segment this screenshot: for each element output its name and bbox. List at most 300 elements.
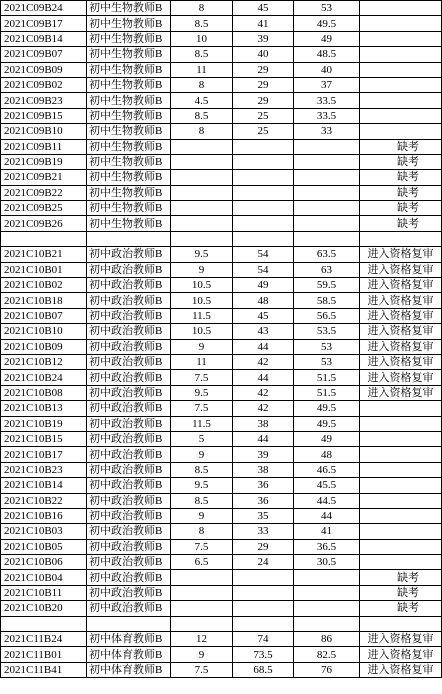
position-cell: 初中政治教师B	[87, 339, 171, 354]
interview-score-cell	[233, 201, 294, 216]
total-score-cell: 53	[294, 339, 360, 354]
score-table-body	[1, 1, 442, 678]
candidate-id-cell: 2021C09B23	[1, 93, 87, 108]
candidate-id-cell: 2021C10B23	[1, 462, 87, 477]
total-score-cell: 49.5	[294, 16, 360, 31]
remark-cell	[360, 77, 442, 92]
candidate-id-cell: 2021C10B20	[1, 601, 87, 616]
interview-score-cell: 48	[233, 293, 294, 308]
position-cell: 初中体育教师B	[87, 632, 171, 647]
position-cell: 初中政治教师B	[87, 416, 171, 431]
table-row	[1, 585, 442, 600]
written-score-cell: 8	[171, 524, 233, 539]
position-cell: 初中政治教师B	[87, 539, 171, 554]
position-cell: 初中政治教师B	[87, 493, 171, 508]
remark-cell	[360, 616, 442, 631]
table-row	[1, 185, 442, 200]
candidate-id-cell: 2021C10B14	[1, 478, 87, 493]
table-row	[1, 401, 442, 416]
written-score-cell: 11.5	[171, 308, 233, 323]
interview-score-cell: 38	[233, 416, 294, 431]
written-score-cell: 7.5	[171, 662, 233, 677]
remark-cell: 进入资格复审	[360, 247, 442, 262]
position-cell: 初中政治教师B	[87, 478, 171, 493]
total-score-cell	[294, 231, 360, 246]
written-score-cell	[171, 616, 233, 631]
remark-cell	[360, 478, 442, 493]
total-score-cell: 45.5	[294, 478, 360, 493]
interview-score-cell: 74	[233, 632, 294, 647]
table-row	[1, 77, 442, 92]
remark-cell: 进入资格复审	[360, 385, 442, 400]
position-cell: 初中生物教师B	[87, 77, 171, 92]
total-score-cell: 33	[294, 124, 360, 139]
total-score-cell: 30.5	[294, 555, 360, 570]
table-row	[1, 647, 442, 662]
total-score-cell: 49	[294, 431, 360, 446]
candidate-id-cell: 2021C10B10	[1, 324, 87, 339]
written-score-cell: 7.5	[171, 401, 233, 416]
candidate-id-cell: 2021C09B17	[1, 16, 87, 31]
interview-score-cell: 42	[233, 385, 294, 400]
remark-cell	[360, 47, 442, 62]
interview-score-cell: 41	[233, 16, 294, 31]
position-cell: 初中生物教师B	[87, 185, 171, 200]
table-row	[1, 278, 442, 293]
candidate-id-cell: 2021C10B03	[1, 524, 87, 539]
table-row	[1, 62, 442, 77]
candidate-id-cell: 2021C10B24	[1, 370, 87, 385]
total-score-cell: 59.5	[294, 278, 360, 293]
candidate-id-cell: 2021C10B17	[1, 447, 87, 462]
interview-score-cell: 36	[233, 478, 294, 493]
position-cell: 初中政治教师B	[87, 570, 171, 585]
table-row	[1, 308, 442, 323]
total-score-cell	[294, 139, 360, 154]
written-score-cell: 4.5	[171, 93, 233, 108]
remark-cell: 缺考	[360, 154, 442, 169]
remark-cell	[360, 462, 442, 477]
remark-cell: 缺考	[360, 601, 442, 616]
interview-score-cell: 44	[233, 431, 294, 446]
written-score-cell	[171, 185, 233, 200]
interview-score-cell: 42	[233, 354, 294, 369]
candidate-id-cell: 2021C10B22	[1, 493, 87, 508]
written-score-cell	[171, 139, 233, 154]
total-score-cell: 37	[294, 77, 360, 92]
position-cell: 初中体育教师B	[87, 647, 171, 662]
candidate-id-cell: 2021C10B09	[1, 339, 87, 354]
remark-cell	[360, 62, 442, 77]
total-score-cell: 53.5	[294, 324, 360, 339]
total-score-cell: 44	[294, 508, 360, 523]
total-score-cell	[294, 185, 360, 200]
written-score-cell: 10.5	[171, 324, 233, 339]
written-score-cell: 9.5	[171, 385, 233, 400]
remark-cell: 进入资格复审	[360, 308, 442, 323]
written-score-cell: 11	[171, 62, 233, 77]
written-score-cell: 8	[171, 124, 233, 139]
remark-cell: 进入资格复审	[360, 354, 442, 369]
written-score-cell: 9.5	[171, 478, 233, 493]
table-row	[1, 293, 442, 308]
written-score-cell: 9	[171, 447, 233, 462]
remark-cell	[360, 1, 442, 16]
interview-score-cell	[233, 570, 294, 585]
remark-cell: 缺考	[360, 201, 442, 216]
written-score-cell: 10.5	[171, 293, 233, 308]
written-score-cell: 6.5	[171, 555, 233, 570]
position-cell: 初中政治教师B	[87, 385, 171, 400]
table-row	[1, 170, 442, 185]
remark-cell: 进入资格复审	[360, 647, 442, 662]
candidate-id-cell: 2021C10B21	[1, 247, 87, 262]
remark-cell: 进入资格复审	[360, 339, 442, 354]
written-score-cell: 8.5	[171, 47, 233, 62]
written-score-cell: 8.5	[171, 16, 233, 31]
position-cell: 初中生物教师B	[87, 201, 171, 216]
written-score-cell: 11	[171, 354, 233, 369]
candidate-id-cell: 2021C10B06	[1, 555, 87, 570]
table-row	[1, 354, 442, 369]
remark-cell: 缺考	[360, 585, 442, 600]
position-cell: 初中政治教师B	[87, 293, 171, 308]
candidate-id-cell: 2021C09B11	[1, 139, 87, 154]
remark-cell	[360, 124, 442, 139]
interview-score-cell: 45	[233, 308, 294, 323]
interview-score-cell	[233, 231, 294, 246]
interview-score-cell: 29	[233, 539, 294, 554]
written-score-cell	[171, 570, 233, 585]
position-cell: 初中政治教师B	[87, 278, 171, 293]
remark-cell: 缺考	[360, 139, 442, 154]
position-cell: 初中政治教师B	[87, 462, 171, 477]
candidate-id-cell: 2021C10B08	[1, 385, 87, 400]
written-score-cell: 10	[171, 31, 233, 46]
remark-cell	[360, 231, 442, 246]
interview-score-cell: 39	[233, 31, 294, 46]
interview-score-cell: 38	[233, 462, 294, 477]
interview-score-cell: 29	[233, 93, 294, 108]
position-cell: 初中生物教师B	[87, 16, 171, 31]
position-cell: 初中生物教师B	[87, 62, 171, 77]
candidate-id-cell: 2021C10B07	[1, 308, 87, 323]
remark-cell: 进入资格复审	[360, 324, 442, 339]
written-score-cell: 9	[171, 508, 233, 523]
position-cell	[87, 231, 171, 246]
remark-cell	[360, 539, 442, 554]
interview-score-cell: 73.5	[233, 647, 294, 662]
position-cell: 初中政治教师B	[87, 431, 171, 446]
interview-score-cell: 39	[233, 447, 294, 462]
interview-score-cell: 33	[233, 524, 294, 539]
total-score-cell: 44.5	[294, 493, 360, 508]
remark-cell	[360, 31, 442, 46]
interview-score-cell	[233, 185, 294, 200]
remark-cell: 进入资格复审	[360, 370, 442, 385]
position-cell: 初中生物教师B	[87, 124, 171, 139]
total-score-cell: 49.5	[294, 401, 360, 416]
total-score-cell: 53	[294, 1, 360, 16]
written-score-cell: 8.5	[171, 108, 233, 123]
written-score-cell	[171, 585, 233, 600]
candidate-id-cell	[1, 616, 87, 631]
table-row	[1, 139, 442, 154]
interview-score-cell: 44	[233, 339, 294, 354]
total-score-cell: 51.5	[294, 370, 360, 385]
written-score-cell: 7.5	[171, 539, 233, 554]
remark-cell	[360, 108, 442, 123]
remark-cell	[360, 524, 442, 539]
table-row	[1, 247, 442, 262]
candidate-id-cell: 2021C09B07	[1, 47, 87, 62]
written-score-cell	[171, 170, 233, 185]
candidate-id-cell: 2021C10B12	[1, 354, 87, 369]
interview-score-cell: 42	[233, 401, 294, 416]
position-cell: 初中生物教师B	[87, 47, 171, 62]
position-cell: 初中政治教师B	[87, 401, 171, 416]
candidate-id-cell: 2021C10B16	[1, 508, 87, 523]
remark-cell: 进入资格复审	[360, 662, 442, 677]
candidate-id-cell: 2021C10B04	[1, 570, 87, 585]
total-score-cell	[294, 570, 360, 585]
position-cell: 初中政治教师B	[87, 508, 171, 523]
table-row	[1, 31, 442, 46]
position-cell: 初中生物教师B	[87, 170, 171, 185]
interview-score-cell	[233, 154, 294, 169]
remark-cell	[360, 508, 442, 523]
interview-score-cell	[233, 585, 294, 600]
total-score-cell	[294, 585, 360, 600]
interview-score-cell	[233, 601, 294, 616]
position-cell: 初中政治教师B	[87, 601, 171, 616]
total-score-cell: 40	[294, 62, 360, 77]
candidate-id-cell: 2021C11B41	[1, 662, 87, 677]
table-row	[1, 601, 442, 616]
total-score-cell	[294, 201, 360, 216]
position-cell: 初中生物教师B	[87, 139, 171, 154]
written-score-cell: 8.5	[171, 493, 233, 508]
candidate-id-cell: 2021C10B18	[1, 293, 87, 308]
interview-score-cell: 54	[233, 262, 294, 277]
table-row	[1, 493, 442, 508]
candidate-id-cell: 2021C09B02	[1, 77, 87, 92]
position-cell: 初中生物教师B	[87, 31, 171, 46]
table-row	[1, 416, 442, 431]
position-cell: 初中体育教师B	[87, 662, 171, 677]
position-cell: 初中政治教师B	[87, 247, 171, 262]
remark-cell: 进入资格复审	[360, 262, 442, 277]
position-cell: 初中生物教师B	[87, 1, 171, 16]
candidate-id-cell: 2021C10B02	[1, 278, 87, 293]
candidate-id-cell: 2021C10B19	[1, 416, 87, 431]
position-cell: 初中生物教师B	[87, 108, 171, 123]
table-row	[1, 201, 442, 216]
candidate-id-cell: 2021C09B10	[1, 124, 87, 139]
remark-cell	[360, 93, 442, 108]
position-cell: 初中政治教师B	[87, 262, 171, 277]
candidate-id-cell: 2021C09B15	[1, 108, 87, 123]
table-row	[1, 632, 442, 647]
remark-cell	[360, 447, 442, 462]
table-row	[1, 462, 442, 477]
total-score-cell: 49	[294, 31, 360, 46]
remark-cell: 缺考	[360, 216, 442, 231]
candidate-id-cell: 2021C09B22	[1, 185, 87, 200]
remark-cell	[360, 16, 442, 31]
remark-cell	[360, 401, 442, 416]
remark-cell: 进入资格复审	[360, 278, 442, 293]
written-score-cell: 9.5	[171, 247, 233, 262]
total-score-cell	[294, 216, 360, 231]
interview-score-cell: 43	[233, 324, 294, 339]
interview-score-cell: 25	[233, 124, 294, 139]
total-score-cell: 56.5	[294, 308, 360, 323]
interview-score-cell	[233, 170, 294, 185]
table-row	[1, 16, 442, 31]
candidate-id-cell: 2021C09B25	[1, 201, 87, 216]
interview-score-cell: 35	[233, 508, 294, 523]
candidate-id-cell: 2021C10B13	[1, 401, 87, 416]
candidate-id-cell: 2021C09B26	[1, 216, 87, 231]
position-cell: 初中政治教师B	[87, 447, 171, 462]
total-score-cell: 46.5	[294, 462, 360, 477]
candidate-id-cell: 2021C09B24	[1, 1, 87, 16]
table-row	[1, 216, 442, 231]
candidate-id-cell: 2021C10B01	[1, 262, 87, 277]
remark-cell: 缺考	[360, 185, 442, 200]
total-score-cell: 48.5	[294, 47, 360, 62]
table-row	[1, 93, 442, 108]
written-score-cell	[171, 231, 233, 246]
table-row	[1, 508, 442, 523]
table-row	[1, 47, 442, 62]
total-score-cell: 51.5	[294, 385, 360, 400]
position-cell: 初中政治教师B	[87, 308, 171, 323]
table-row	[1, 524, 442, 539]
position-cell: 初中生物教师B	[87, 216, 171, 231]
remark-cell: 缺考	[360, 570, 442, 585]
total-score-cell	[294, 154, 360, 169]
total-score-cell: 63.5	[294, 247, 360, 262]
written-score-cell	[171, 601, 233, 616]
written-score-cell: 11.5	[171, 416, 233, 431]
table-row	[1, 431, 442, 446]
table-separator-row	[1, 231, 442, 246]
table-row	[1, 370, 442, 385]
candidate-id-cell: 2021C09B19	[1, 154, 87, 169]
candidate-id-cell: 2021C11B24	[1, 632, 87, 647]
candidate-id-cell	[1, 231, 87, 246]
remark-cell: 进入资格复审	[360, 293, 442, 308]
interview-score-cell: 54	[233, 247, 294, 262]
total-score-cell: 49.5	[294, 416, 360, 431]
total-score-cell: 82.5	[294, 647, 360, 662]
table-row	[1, 570, 442, 585]
written-score-cell	[171, 216, 233, 231]
candidate-id-cell: 2021C11B01	[1, 647, 87, 662]
total-score-cell: 58.5	[294, 293, 360, 308]
remark-cell	[360, 555, 442, 570]
written-score-cell: 9	[171, 339, 233, 354]
remark-cell	[360, 493, 442, 508]
table-row	[1, 108, 442, 123]
written-score-cell: 5	[171, 431, 233, 446]
interview-score-cell: 36	[233, 493, 294, 508]
interview-score-cell	[233, 616, 294, 631]
written-score-cell: 8	[171, 1, 233, 16]
remark-cell: 进入资格复审	[360, 632, 442, 647]
interview-score-cell: 29	[233, 77, 294, 92]
table-row	[1, 555, 442, 570]
total-score-cell: 48	[294, 447, 360, 462]
written-score-cell: 8	[171, 77, 233, 92]
interview-score-cell: 25	[233, 108, 294, 123]
table-row	[1, 339, 442, 354]
interview-score-cell: 45	[233, 1, 294, 16]
written-score-cell: 10.5	[171, 278, 233, 293]
position-cell: 初中政治教师B	[87, 555, 171, 570]
total-score-cell: 53	[294, 354, 360, 369]
table-row	[1, 262, 442, 277]
position-cell: 初中生物教师B	[87, 93, 171, 108]
written-score-cell: 9	[171, 647, 233, 662]
position-cell: 初中政治教师B	[87, 585, 171, 600]
candidate-id-cell: 2021C09B09	[1, 62, 87, 77]
total-score-cell	[294, 601, 360, 616]
candidate-id-cell: 2021C10B15	[1, 431, 87, 446]
candidate-id-cell: 2021C09B21	[1, 170, 87, 185]
written-score-cell	[171, 201, 233, 216]
total-score-cell: 33.5	[294, 108, 360, 123]
written-score-cell: 8.5	[171, 462, 233, 477]
table-row	[1, 124, 442, 139]
candidate-id-cell: 2021C10B05	[1, 539, 87, 554]
interview-score-cell: 29	[233, 62, 294, 77]
total-score-cell: 33.5	[294, 93, 360, 108]
written-score-cell	[171, 154, 233, 169]
table-row	[1, 324, 442, 339]
table-row	[1, 385, 442, 400]
candidate-id-cell: 2021C10B11	[1, 585, 87, 600]
candidate-id-cell: 2021C09B14	[1, 31, 87, 46]
table-row	[1, 662, 442, 677]
table-row	[1, 478, 442, 493]
written-score-cell: 7.5	[171, 370, 233, 385]
interview-score-cell	[233, 216, 294, 231]
table-row	[1, 1, 442, 16]
table-separator-row	[1, 616, 442, 631]
interview-score-cell: 24	[233, 555, 294, 570]
remark-cell	[360, 416, 442, 431]
position-cell: 初中政治教师B	[87, 324, 171, 339]
written-score-cell: 12	[171, 632, 233, 647]
interview-score-cell: 40	[233, 47, 294, 62]
remark-cell	[360, 431, 442, 446]
total-score-cell: 86	[294, 632, 360, 647]
position-cell: 初中政治教师B	[87, 524, 171, 539]
remark-cell: 缺考	[360, 170, 442, 185]
interview-score-cell: 44	[233, 370, 294, 385]
table-row	[1, 539, 442, 554]
interview-score-cell: 68.5	[233, 662, 294, 677]
interview-score-cell: 49	[233, 278, 294, 293]
total-score-cell: 36.5	[294, 539, 360, 554]
total-score-cell	[294, 616, 360, 631]
position-cell	[87, 616, 171, 631]
total-score-cell	[294, 170, 360, 185]
table-row	[1, 154, 442, 169]
